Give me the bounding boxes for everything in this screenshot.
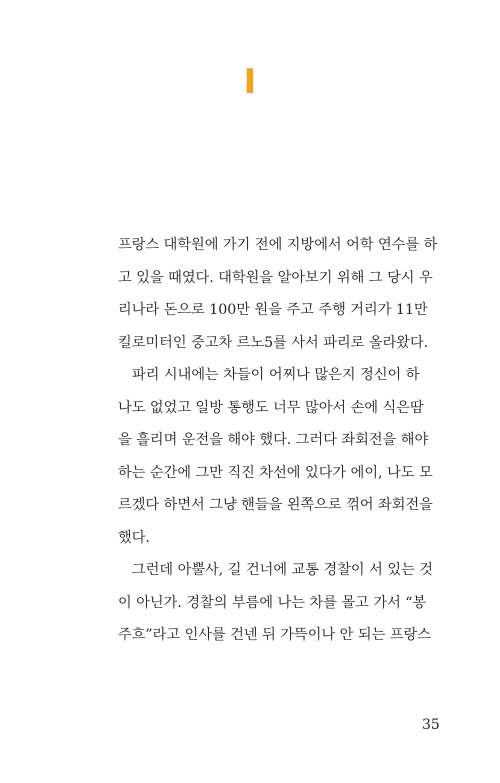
text-line: 그런데 아뿔사, 길 건너에 교통 경찰이 서 있는 것 — [132, 562, 433, 578]
text-line: 르겠다 하면서 그냥 핸들을 왼쪽으로 꺾어 좌회전을 — [118, 497, 433, 513]
body-text — [118, 229, 438, 652]
text-line: 이 아닌가. 경찰의 부름에 나는 차를 몰고 가서 “봉 — [118, 594, 427, 611]
text-line: 을 흘리며 운전을 해야 했다. 그러다 좌회전을 해야 — [118, 432, 429, 448]
paragraph-3 — [118, 554, 433, 652]
text-line: 킬로미터인 중고차 르노5를 사서 파리로 올라왔다. — [118, 334, 429, 351]
text-line: 나도 없었고 일방 통행도 너무 많아서 손에 식은땀 — [118, 399, 424, 416]
text-line: 고 있을 때였다. 대학원을 알아보기 위해 그 당시 우 — [118, 269, 433, 286]
text-line: 주흐”라고 인사를 건넨 뒤 가뜩이나 안 되는 프랑스 — [118, 627, 431, 643]
paragraph-2 — [118, 359, 433, 554]
text-line: 했다. — [118, 529, 150, 546]
page-number: 35 — [422, 717, 440, 733]
text-line: 파리 시내에는 차들이 어찌나 많은지 정신이 하 — [132, 367, 420, 383]
text-line: 하는 순간에 그만 직진 차선에 있다가 에이, 나도 모 — [118, 464, 433, 481]
paragraph-1 — [118, 229, 438, 359]
text-line: 리나라 돈으로 100만 원을 주고 주행 거리가 11만 — [118, 302, 428, 318]
chapter-numeral: I — [243, 62, 257, 102]
text-line: 프랑스 대학원에 가기 전에 지방에서 어학 연수를 하 — [118, 237, 438, 253]
